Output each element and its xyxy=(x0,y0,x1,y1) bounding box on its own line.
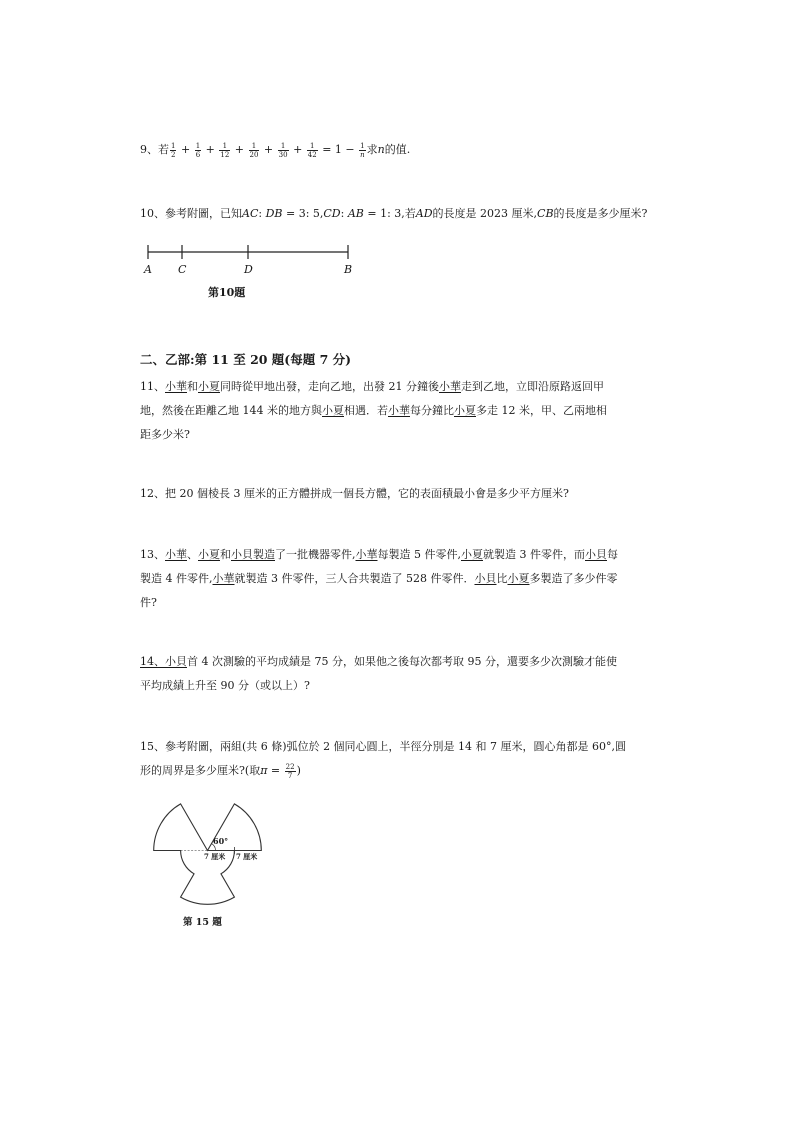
question-9: 9、若 $\frac{1}{2}$ + $\frac{1}{6}$ + $\frac{1}{12}$ + $\frac{1}{20}$ + $\frac{1}{30}$ + $\frac{1}{42}$ = 1 − $\frac{1}{n}$ 求n的值. xyxy=(140,141,411,159)
fraction: $\frac{1}{42}$ xyxy=(307,141,317,159)
q9-var: n xyxy=(377,143,385,156)
q10-text: 的長度是 2023 厘米, xyxy=(432,207,538,220)
question-11 xyxy=(140,375,660,447)
label-c: C xyxy=(178,263,187,276)
math-var: CD xyxy=(323,207,341,220)
q10-text: 10、參考附圖，已知 xyxy=(140,207,242,220)
q14-line: 14、小貝首 4 次測驗的平均成績是 75 分，如果他之後每次都考取 95 分，還要多少次測驗才能使 xyxy=(140,655,617,668)
section-header: 二、乙部:第 11 至 20 題(每題 7 分) xyxy=(140,352,352,367)
fraction: $\frac{1}{6}$ xyxy=(195,141,201,159)
q11-line: 距多少米? xyxy=(140,428,190,441)
q10-text: 的長度是多少厘米? xyxy=(553,207,648,220)
q10-text: : xyxy=(340,207,348,220)
q13-line: 製造 4 件零件,小華就製造 3 件零件，三人合共製造了 528 件零件．小貝比小夏多製造了多少件零 xyxy=(140,572,618,585)
fraction: $\frac{1}{2}$ xyxy=(171,141,176,159)
label-b: B xyxy=(344,263,353,276)
question-13 xyxy=(140,543,660,615)
fraction: $\frac{1}{20}$ xyxy=(249,141,259,159)
question-12: 12、把 20 個棱長 3 厘米的正方體拼成一個長方體，它的表面積最小會是多少平方厘米? xyxy=(140,487,569,500)
length-label-outer: 7 厘米 xyxy=(236,852,258,861)
q10-text: = 3: 5, xyxy=(282,207,324,220)
q10-text: = 1: 3, xyxy=(363,207,405,220)
q14-line: 平均成績上升至 90 分（或以上）? xyxy=(140,679,310,692)
math-var: CB xyxy=(537,207,554,220)
math-var: AD xyxy=(415,207,433,220)
question-14 xyxy=(140,650,660,698)
question-10 xyxy=(140,202,647,226)
q9-rhs: = 1 − xyxy=(322,143,355,156)
q15-line: 15、參考附圖，兩組(共 6 條)弧位於 2 個同心圓上，半徑分別是 14 和 7 厘米，圓心角都是 60°,圓 xyxy=(140,740,627,753)
label-d: D xyxy=(244,263,253,276)
q15-line: 形的周界是多少厘米?(取π = $\frac{22}{7}$ ) xyxy=(140,762,301,780)
q15-caption: 第 15 題 xyxy=(183,917,222,928)
q13-line: 13、小華、小夏和小貝製造了一批機器零件,小華每製造 5 件零件,小夏就製造 3 件零件，而小貝每 xyxy=(140,548,618,561)
q10-text: 若 xyxy=(404,207,416,220)
length-label-inner: 7 厘米 xyxy=(204,852,226,861)
angle-label: 60° xyxy=(213,836,229,846)
fraction: $\frac{1}{30}$ xyxy=(278,141,288,159)
label-a: A xyxy=(144,263,152,276)
q10-segment-diagram xyxy=(140,240,370,305)
math-var: AC xyxy=(242,207,259,220)
math-var: DB xyxy=(265,207,283,220)
fraction: $\frac{1}{n}$ xyxy=(360,141,365,159)
q10-text: : xyxy=(258,207,266,220)
q9-prefix: 9、若 xyxy=(140,143,169,156)
q10-caption: 第10題 xyxy=(208,286,246,299)
q9-text: 求 xyxy=(366,143,378,156)
q13-line: 件? xyxy=(140,596,157,609)
q9-text: 的值. xyxy=(384,143,411,156)
q11-line: 11、小華和小夏同時從甲地出發，走向乙地，出發 21 分鐘後小華走到乙地，立即沿原路返回甲 xyxy=(140,380,604,393)
math-var: AB xyxy=(347,207,364,220)
fraction: $\frac{22}{7}$ xyxy=(285,762,295,780)
fraction: $\frac{1}{12}$ xyxy=(220,141,230,159)
q11-line: 地，然後在距離乙地 144 米的地方與小夏相遇．若小華每分鐘比小夏多走 12 米，甲、乙兩地相 xyxy=(140,404,607,417)
question-15 xyxy=(140,735,680,783)
